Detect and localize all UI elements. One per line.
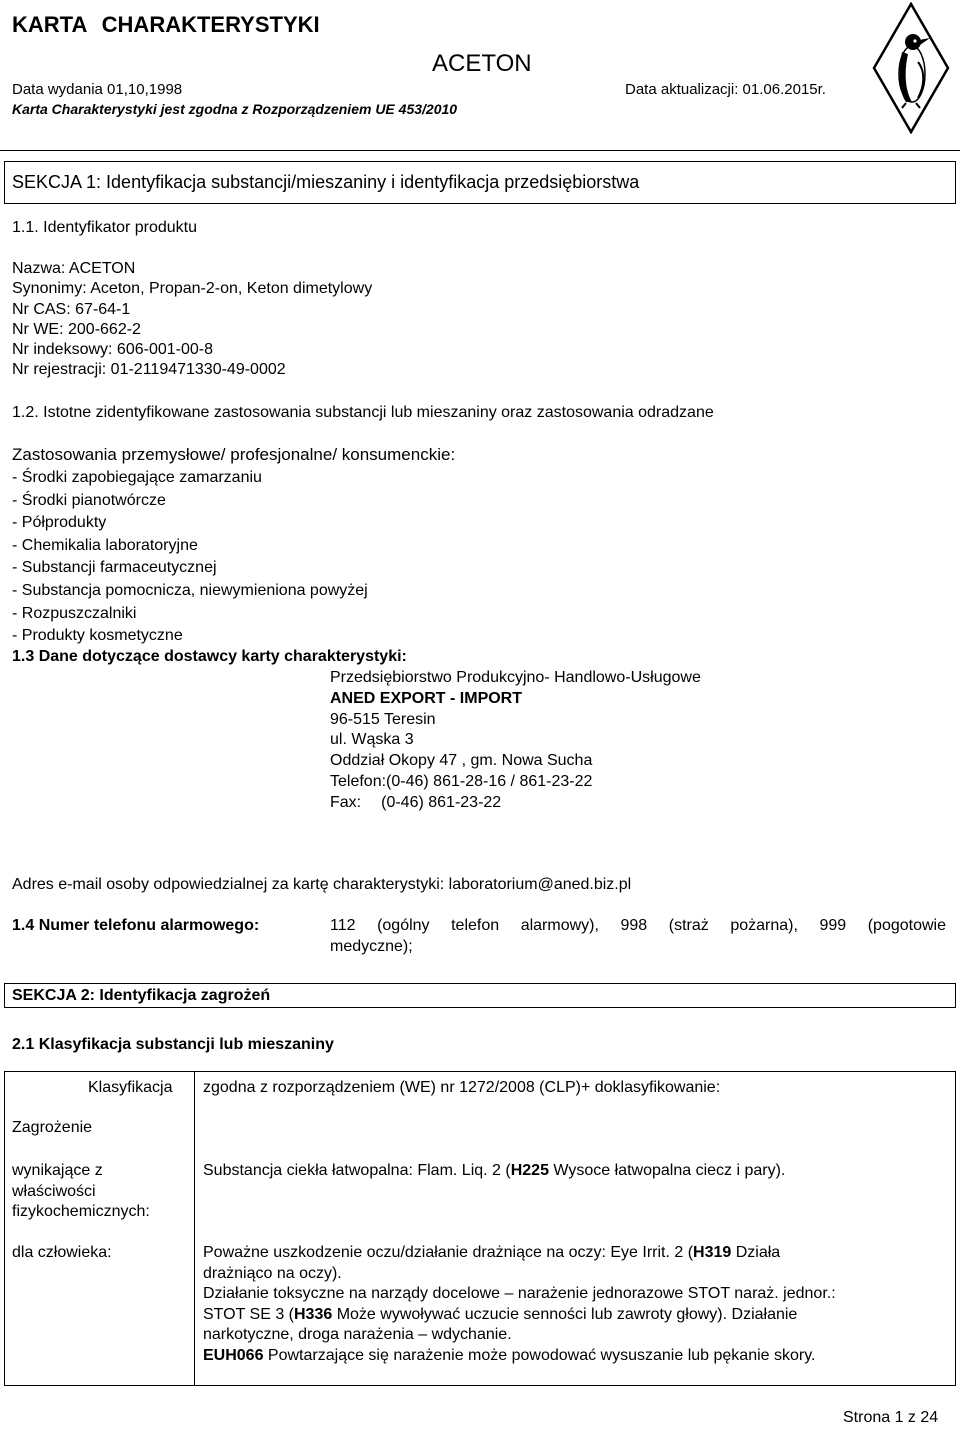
hazard-code: H336 (294, 1305, 333, 1323)
phys-chem-hazard (203, 1161, 785, 1182)
table-divider (194, 1072, 195, 1385)
list-item: - Rozpuszczalniki (12, 604, 137, 622)
supplier-branch: Oddział Okopy 47 , gm. Nowa Sucha (330, 752, 593, 770)
supplier-block (330, 668, 701, 814)
header-divider (0, 150, 960, 151)
section-2-title: SEKCJA 2: Identyfikacja zagrożeń (4, 983, 956, 1008)
fax-value: (0-46) 861-23-22 (381, 793, 502, 811)
company-logo-penguin-icon (872, 2, 950, 134)
list-item: - Środki pianotwórcze (12, 491, 166, 509)
human-text: Działa (731, 1244, 781, 1261)
list-item: - Substancji farmaceutycznej (12, 559, 217, 577)
responsible-email: Adres e-mail osoby odpowiedzialnej za kartę charakterystyki: laboratorium@aned.biz.pl (12, 876, 632, 893)
hazard-code: EUH066 (203, 1346, 264, 1364)
issue-date: Data wydania 01,10,1998 (12, 81, 183, 98)
supplier-street: ul. Wąska 3 (330, 731, 414, 749)
human-text: Może wywoływać uczucie senności lub zawroty głowy). Działanie (332, 1305, 798, 1323)
emergency-phone-line1: 112 (ogólny telefon alarmowy), 998 (straż pożarna), 999 (pogotowie (330, 917, 946, 934)
list-item: - Produkty kosmetyczne (12, 627, 183, 645)
human-health-label: dla człowieka: (12, 1244, 112, 1261)
regulation-note: Karta Charakterystyki jest zgodna z Rozporządzeniem UE 453/2010 (12, 101, 458, 117)
uses-list (12, 467, 368, 648)
list-item: - Substancja pomocnicza, niewymieniona powyżej (12, 581, 368, 599)
human-line (203, 1346, 836, 1367)
phys-text: Substancja ciekła łatwopalna: Flam. Liq. 2 ( (203, 1162, 511, 1179)
human-line: narkotyczne, droga narażenia – wdychanie. (203, 1326, 512, 1343)
human-text: Powtarzające się narażenie może powodować wysuszanie lub pękanie skory. (263, 1346, 816, 1364)
supplier-phone: Telefon:(0-46) 861-28-16 / 861-23-22 (330, 772, 593, 790)
human-text: STOT SE 3 ( (203, 1305, 294, 1323)
table-header-klasyfikacja: Klasyfikacja (88, 1079, 173, 1096)
subsection-2-1-title: 2.1 Klasyfikacja substancji lub mieszaniny (12, 1036, 334, 1053)
human-line: Działanie toksyczne na narządy docelowe – narażenie jednorazowe STOT naraż. jednor.: (203, 1285, 836, 1302)
human-text: Poważne uszkodzenie oczu/działanie drażniące na oczy: Eye Irrit. 2 ( (203, 1244, 694, 1261)
supplier-fax (330, 793, 701, 814)
list-item: - Chemikalia laboratoryjne (12, 536, 198, 554)
classification-table (4, 1071, 956, 1386)
product-identifiers (12, 259, 372, 381)
product-name-line (12, 259, 372, 279)
product-name-header: ACETON (432, 50, 532, 77)
hazard-code: H319 (693, 1244, 732, 1261)
phys-label-line: fizykochemicznych: (12, 1203, 150, 1220)
supplier-company: ANED EXPORT - IMPORT (330, 689, 523, 707)
name-value: ACETON (68, 260, 136, 277)
table-header-regulation: zgodna z rozporządzeniem (WE) nr 1272/2008 (CLP)+ doklasyfikowanie: (203, 1079, 721, 1096)
phys-label-line: wynikające z (12, 1162, 103, 1179)
registration-number: Nr rejestracji: 01-2119471330-49-0002 (12, 361, 286, 379)
human-health-hazards (203, 1243, 836, 1366)
cas-number: Nr CAS: 67-64-1 (12, 300, 131, 318)
list-item: - Półprodukty (12, 514, 107, 532)
name-label: Nazwa: (12, 260, 69, 277)
page-number: Strona 1 z 24 (843, 1409, 939, 1426)
document-title: KARTA CHARAKTERYSTYKI (12, 12, 320, 37)
update-date: Data aktualizacji: 01.06.2015r. (625, 81, 826, 98)
list-item: - Środki zapobiegające zamarzaniu (12, 469, 262, 486)
emergency-phone-line2: medyczne); (330, 938, 413, 955)
fax-label: Fax: (330, 793, 362, 811)
human-line: drażniąco na oczy). (203, 1264, 342, 1282)
supplier-type: Przedsiębiorstwo Produkcyjno- Handlowo-Usługowe (330, 669, 701, 686)
subsection-1-1-title: 1.1. Identyfikator produktu (12, 219, 197, 236)
phys-text: Wysoce łatwopalna ciecz i pary). (548, 1162, 786, 1179)
synonyms: Synonimy: Aceton, Propan-2-on, Keton dimetylowy (12, 280, 373, 298)
subsection-1-3-title: 1.3 Dane dotyczące dostawcy karty charakterystyki: (12, 648, 407, 665)
index-number: Nr indeksowy: 606-001-00-8 (12, 341, 213, 359)
emergency-phone-label: 1.4 Numer telefonu alarmowego: (12, 917, 260, 934)
subsection-1-2-title: 1.2. Istotne zidentyfikowane zastosowania substancji lub mieszaniny oraz zastosowania odradzane (12, 404, 714, 421)
hazard-code: H225 (510, 1162, 549, 1179)
human-line (203, 1243, 836, 1264)
supplier-city: 96-515 Teresin (330, 710, 436, 728)
phys-chem-label (12, 1161, 150, 1223)
human-line (203, 1305, 836, 1326)
section-1-title: SEKCJA 1: Identyfikacja substancji/mieszaniny i identyfikacja przedsiębiorstwa (4, 161, 956, 204)
phys-label-line: właściwości (12, 1182, 96, 1200)
table-header-zagrozenie: Zagrożenie (12, 1119, 93, 1136)
we-number: Nr WE: 200-662-2 (12, 320, 141, 338)
uses-heading: Zastosowania przemysłowe/ profesjonalne/ konsumenckie: (12, 445, 456, 464)
